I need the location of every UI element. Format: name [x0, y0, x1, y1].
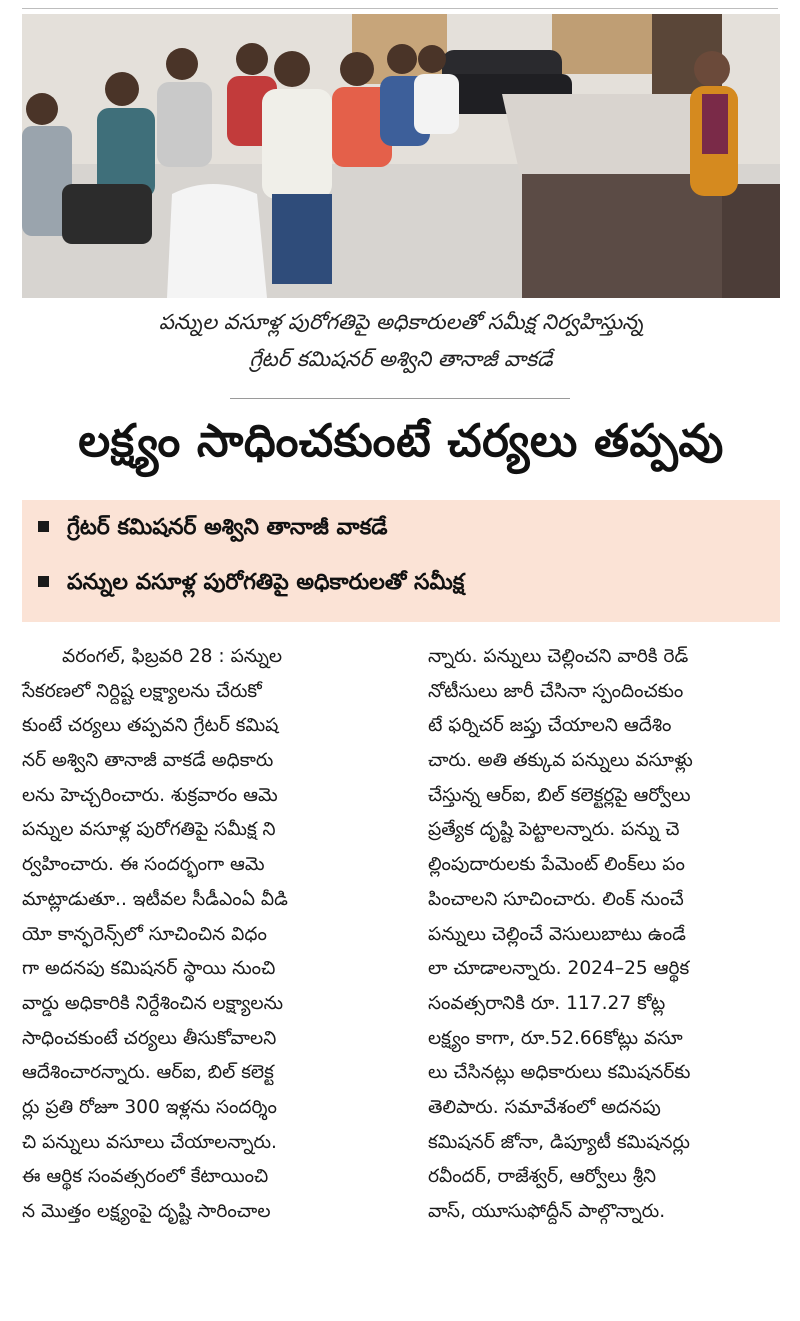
article-line: యో కాన్ఫరెన్స్‌లో సూచించిన విధం — [22, 923, 267, 945]
article-column-right — [428, 640, 786, 1230]
article-line: తెలిపారు. సమావేశంలో అదనపు — [428, 1096, 661, 1118]
photo-caption-line-2: గ్రేటర్ కమిషనర్ అశ్విని తానాజీ వాకడే — [249, 347, 553, 371]
article-line: లు చేసినట్లు అధికారులు కమిషనర్‌కు — [428, 1062, 691, 1084]
article-line: చి పన్నులు వసూలు చేయాలన్నారు. — [22, 1131, 277, 1153]
article-line: నోటీసులు జారీ చేసినా స్పందించకుం — [428, 680, 684, 702]
top-rule — [22, 8, 778, 9]
article-line: గా అదనపు కమిషనర్ స్థాయి నుంచి — [22, 958, 276, 980]
article-line: ల్లింపుదారులకు పేమెంట్ లింక్‌లు పం — [428, 854, 685, 876]
article-line: లా చూడాలన్నారు. 2024–25 ఆర్థిక — [428, 958, 690, 980]
highlights-box — [22, 500, 780, 622]
article-line: కుంటే చర్యలు తప్పవని గ్రేటర్ కమిష — [22, 715, 279, 737]
photo-caption-line-1: పన్నుల వసూళ్ల పురోగతిపై అధికారులతో సమీక్ష నిర్వహిస్తున్న — [158, 310, 644, 334]
article-line: న్నారు. పన్నులు చెల్లించని వారికి రెడ్ — [428, 646, 689, 667]
article-line: లను హెచ్చరించారు. శుక్రవారం ఆమె — [22, 784, 278, 806]
article-line: టే ఫర్నిచర్ జప్తు చేయాలని ఆదేశిం — [428, 715, 672, 737]
highlight-text: పన్నుల వసూళ్ల పురోగతిపై అధికారులతో సమీక్ష — [67, 570, 465, 595]
article-line: ఈ ఆర్థిక సంవత్సరంలో కేటాయించి — [22, 1166, 269, 1188]
highlight-text: గ్రేటర్ కమిషనర్ అశ్విని తానాజీ వాకడే — [67, 515, 388, 540]
article-line: న మొత్తం లక్ష్యంపై దృష్టి సారించాల — [22, 1201, 271, 1222]
article-line: మాట్లాడుతూ.. ఇటీవల సీడీఎంఏ వీడి — [22, 888, 288, 910]
article-line: చేస్తున్న ఆర్ఐ, బిల్ కలెక్టర్లపై ఆర్వోలు — [428, 784, 691, 806]
article-line: రవీందర్, రాజేశ్వర్, ఆర్వోలు శ్రీని — [428, 1166, 657, 1188]
caption-separator — [230, 398, 570, 399]
headline: లక్ష్యం సాధించకుంటే చర్యలు తప్పవు — [78, 414, 724, 467]
article-line: ఆదేశించారన్నారు. ఆర్ఐ, బిల్ కలెక్ట — [22, 1062, 274, 1084]
article-line: వాస్, యూసుఫోద్దీన్ పాల్గొన్నారు. — [428, 1201, 666, 1222]
bullet-icon — [38, 521, 49, 532]
highlight-item — [38, 515, 388, 545]
article-line: కమిషనర్ జోనా, డిప్యూటీ కమిషనర్లు — [428, 1131, 690, 1153]
highlight-item — [38, 570, 464, 600]
article-line: సాధించకుంటే చర్యలు తీసుకోవాలని — [22, 1027, 277, 1049]
meeting-photo — [22, 14, 780, 298]
article-line: పన్నులు చెల్లించే వెసులుబాటు ఉండే — [428, 923, 686, 945]
article-line: చారు. అతి తక్కువ పన్నులు వసూళ్లు — [428, 750, 693, 772]
meeting-photo-illustration — [22, 14, 780, 298]
article-line: ర్లు ప్రతి రోజూ 300 ఇళ్లను సందర్శిం — [22, 1096, 277, 1118]
article-line: పన్నుల వసూళ్ల పురోగతిపై సమీక్ష ని — [22, 819, 276, 841]
article-line: ర్వహించారు. ఈ సందర్భంగా ఆమె — [22, 854, 265, 876]
article-line: వార్డు అధికారికి నిర్దేశించిన లక్ష్యాలను — [22, 992, 284, 1014]
article-line: ప్రత్యేక దృష్టి పెట్టాలన్నారు. పన్ను చె — [428, 819, 680, 841]
article-line: పించాలని సూచించారు. లింక్ నుంచే — [428, 888, 684, 910]
bullet-icon — [38, 576, 49, 587]
article-line: లక్ష్యం కాగా, రూ.52.66కోట్లు వసూ — [428, 1027, 683, 1049]
article-line: సేకరణలో నిర్దిష్ట లక్ష్యాలను చేరుకో — [22, 680, 262, 702]
article-line: సంవత్సరానికి రూ. 117.27 కోట్ల — [428, 992, 666, 1014]
article-line: వరంగల్, ఫిబ్రవరి 28 : పన్నుల — [62, 646, 283, 667]
article-column-left — [22, 640, 402, 1230]
article-line: నర్ అశ్విని తానాజీ వాకడే అధికారు — [22, 750, 274, 772]
